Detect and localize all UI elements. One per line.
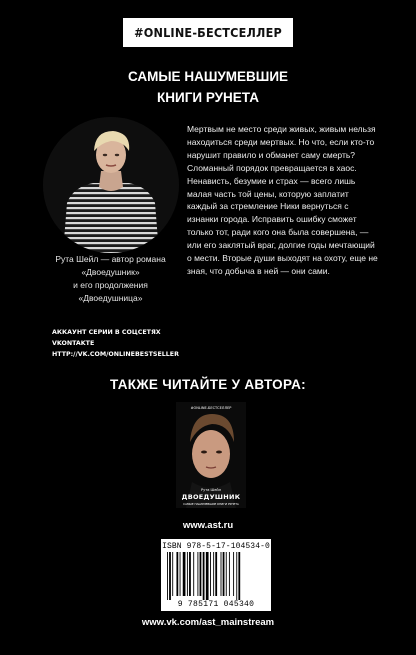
caption-line-1: Рута Шейл — автор романа <box>55 254 166 264</box>
barcode-number: 9 785171 045340 <box>177 600 255 609</box>
series-headline <box>0 66 416 108</box>
book-author: Рута Шейл <box>201 488 221 492</box>
author-caption <box>38 253 183 305</box>
social-url-link[interactable]: HTTP://VK.COM/ONLINEBESTSELLER <box>52 351 179 358</box>
author-portrait-image <box>43 117 179 253</box>
vk-link[interactable]: www.vk.com/ast_mainstream <box>141 617 275 628</box>
barcode-icon <box>166 552 266 600</box>
isbn-text: ISBN 978-5-17-104534-0 <box>162 542 270 551</box>
bestseller-banner: #ONLINE-БЕСТСЕЛЛЕР <box>123 18 293 47</box>
social-network: VKONTAKTE <box>52 340 95 347</box>
book-bottom-label: САМЫЕ НАШУМЕВШИЕ КНИГИ РУНЕТА <box>183 502 239 506</box>
book-top-label: #ONLINE-БЕСТСЕЛЛЕР <box>190 406 232 410</box>
author-portrait <box>43 117 179 253</box>
book-title: ДВОЕДУШНИК <box>181 493 241 501</box>
social-heading: АККАУНТ СЕРИИ В СОЦСЕТЯХ <box>52 329 161 336</box>
headline-line-2: КНИГИ РУНЕТА <box>157 90 259 105</box>
related-book-cover[interactable] <box>176 402 246 508</box>
caption-line-4: «Двоедушница» <box>78 293 143 303</box>
social-links <box>52 327 212 360</box>
caption-line-2: «Двоедушник» <box>81 267 140 277</box>
barcode-panel <box>161 539 271 611</box>
book-description: Мертвым не место среди живых, живым нельзя находиться среди мертвых. Но что, если кто-то нарушит правило и обманет саму смерть? Сломанный порядок превращается в хаос. Ненависть, безумие и страх — всего лишь малая часть той цены, которую заплатит каждый за стремление Ники вернуться с изнанки города. Исправить ошибку сможет только тот, ради кого она была совершена, — или его заклятый враг, долгие годы мечтающий о мести. Вторые души выходят на охоту, еще не зная, что добыча в ней — они сами. <box>187 124 378 276</box>
caption-line-3: и его продолжения <box>73 280 148 290</box>
also-read-heading: ТАКЖЕ ЧИТАЙТЕ У АВТОРА: <box>110 377 306 392</box>
headline-line-1: САМЫЕ НАШУМЕВШИЕ <box>127 69 289 84</box>
publisher-site-link[interactable]: www.ast.ru <box>182 520 234 531</box>
